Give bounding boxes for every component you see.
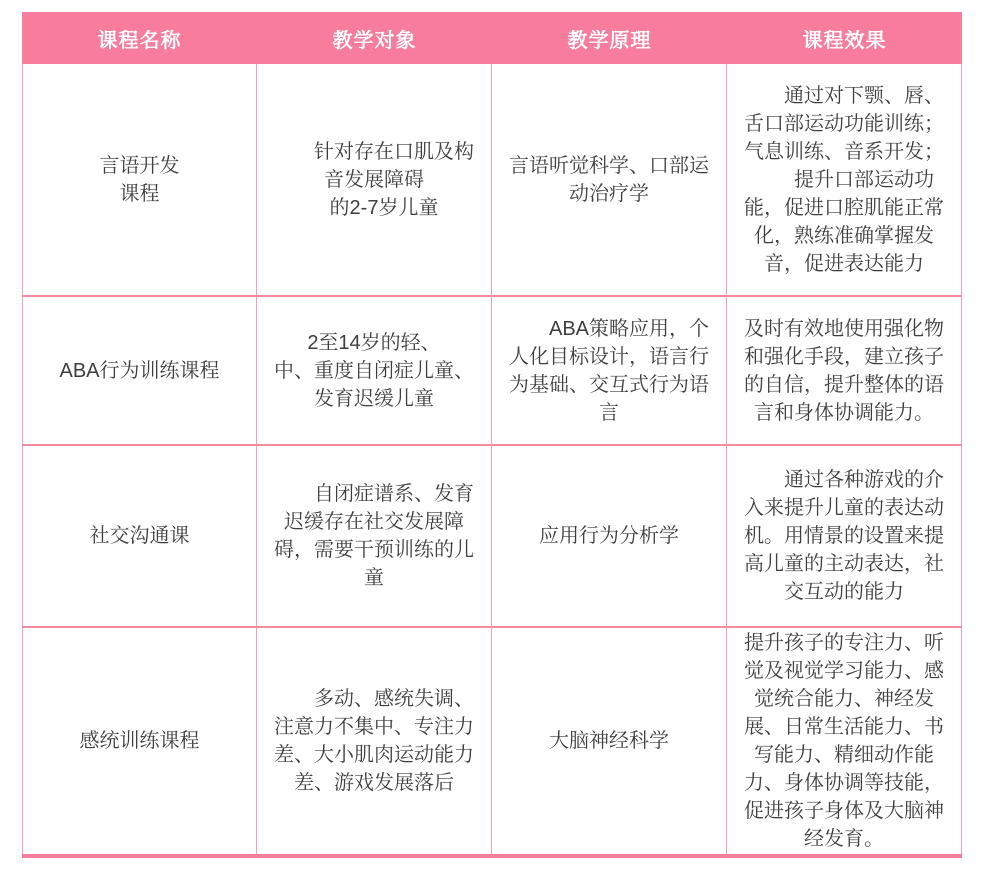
cell-text-line: 觉及视觉学习能力、感 (744, 660, 944, 682)
cell-text-line: 机。用情景的设置来提 (744, 525, 944, 547)
cell-text-line: 社交沟通课 (89, 525, 190, 547)
cell-text-line: 觉统合能力、神经发 (754, 688, 934, 710)
cell-text-line: 经发育。 (804, 828, 884, 850)
cell-text-line: 大脑神经科学 (549, 730, 669, 752)
cell-teaching-target (257, 64, 492, 295)
cell-text-line: ABA行为训练课程 (59, 359, 220, 382)
cell-teaching-principle (492, 446, 727, 626)
cell-text-line: 童 (364, 567, 384, 589)
cell-text-line: 提升孩子的专注力、听 (744, 632, 944, 654)
cell-text-line: 自闭症谱系、发育 (274, 483, 474, 505)
header-cell-teaching-target: 教学对象 (332, 29, 417, 52)
cell-text-line: 入来提升儿童的表达动 (744, 497, 944, 519)
cell-text-line: ABA策略应用，个 (508, 317, 710, 340)
cell-text-line: 迟缓存在社交发展障 (284, 511, 464, 533)
cell-text-line: 气息训练、音系开发； (744, 140, 944, 163)
table-row (22, 64, 962, 297)
cell-text-line: 发育迟缓儿童 (314, 387, 434, 410)
cell-text-line: 展、日常生活能力、书 (744, 716, 944, 738)
cell-course-effect (727, 297, 962, 444)
cell-text-line: 交互动的能力 (784, 581, 904, 603)
cell-text-line: 差、游戏发展落后 (294, 772, 454, 794)
cell-teaching-target (257, 297, 492, 444)
cell-text-line: 2至14岁的轻、 (307, 331, 441, 354)
table-row (22, 446, 962, 628)
cell-text-line: 高儿童的主动表达，社 (744, 553, 944, 575)
cell-text-line: 写能力、精细动作能 (754, 744, 934, 766)
cell-text-line: 为基础、交互式行为语 (509, 373, 709, 396)
cell-text-line: 针对存在口肌及构 (274, 140, 474, 163)
table-row (22, 297, 962, 446)
cell-text-line: 通过对下颚、唇、 (744, 84, 944, 107)
cell-course-effect (727, 446, 962, 626)
cell-course-name (22, 64, 257, 295)
cell-text-line: 及时有效地使用强化物 (744, 317, 944, 340)
cell-teaching-principle (492, 64, 727, 295)
header-cell-teaching-principle: 教学原理 (567, 29, 652, 52)
cell-text-line: 言和身体协调能力。 (754, 401, 934, 424)
cell-teaching-target (257, 628, 492, 854)
cell-text-line: 中、重度自闭症儿童、 (274, 359, 474, 382)
cell-text-line: 言语开发 (99, 154, 180, 177)
course-table (22, 12, 962, 858)
table-header-row (22, 12, 962, 64)
cell-text-line: 和强化手段，建立孩子 (744, 345, 944, 368)
cell-text-line: 差、大小肌肉运动能力 (274, 744, 474, 766)
cell-text-line: 言语听觉科学、口部运 (509, 154, 709, 177)
cell-text-line: 音，促进表达能力 (764, 252, 924, 275)
cell-text-line: 感统训练课程 (79, 730, 200, 752)
cell-text-line: 注意力不集中、专注力 (274, 716, 474, 738)
cell-teaching-target (257, 446, 492, 626)
cell-text-line: 言 (599, 401, 619, 424)
header-cell-course-name: 课程名称 (97, 29, 182, 52)
cell-text-line: 碍，需要干预训练的儿 (274, 539, 474, 561)
cell-text-line: 应用行为分析学 (539, 525, 679, 547)
cell-text-line: 化，熟练准确掌握发 (754, 224, 934, 247)
cell-text-line: 音发展障碍 (324, 168, 424, 191)
header-cell-course-effect: 课程效果 (802, 29, 887, 52)
cell-teaching-principle (492, 628, 727, 854)
cell-course-name (22, 446, 257, 626)
cell-text-line: 能，促进口腔肌能正常 (744, 196, 944, 219)
cell-course-effect (727, 628, 962, 854)
cell-text-line: 提升口部运动功 (754, 168, 934, 191)
cell-course-name (22, 628, 257, 854)
cell-text-line: 舌口部运动功能训练； (744, 112, 944, 135)
cell-course-name (22, 297, 257, 444)
table-row (22, 628, 962, 858)
cell-text-line: 力、身体协调等技能， (744, 772, 944, 794)
cell-text-line: 人化目标设计，语言行 (509, 345, 709, 368)
cell-text-line: 的2-7岁儿童 (309, 196, 439, 219)
cell-text-line: 动治疗学 (569, 182, 649, 205)
cell-text-line: 多动、感统失调、 (274, 688, 474, 710)
cell-text-line: 通过各种游戏的介 (744, 469, 944, 491)
cell-text-line: 课程 (119, 182, 160, 205)
cell-text-line: 的自信，提升整体的语 (744, 373, 944, 396)
cell-text-line: 促进孩子身体及大脑神 (744, 800, 944, 822)
cell-teaching-principle (492, 297, 727, 444)
cell-course-effect (727, 64, 962, 295)
